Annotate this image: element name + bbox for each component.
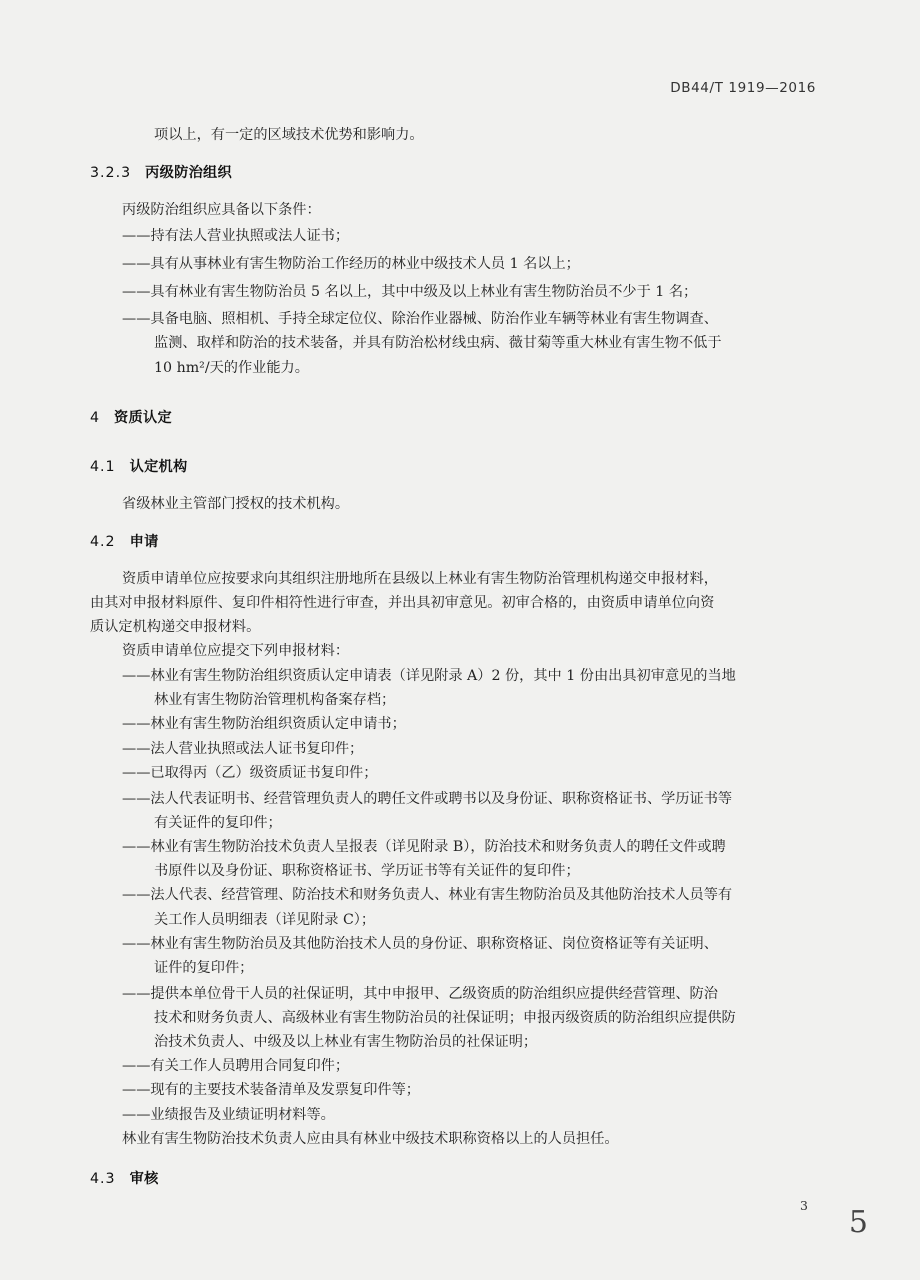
list-item-continued: 林业有害生物防治管理机构备案存档； (154, 692, 396, 708)
section-heading-4-2 (90, 533, 159, 551)
list-item-continued: 证件的复印件； (154, 960, 254, 976)
paragraph-line: 省级林业主管部门授权的技术机构。 (122, 496, 350, 512)
list-item: ——法人代表、经营管理、防治技术和财务负责人、林业有害生物防治员及其他防治技术人员等有 (122, 887, 733, 903)
section-number: 3.2.3 (90, 165, 132, 181)
list-item: ——持有法人营业执照或法人证书； (122, 228, 350, 244)
section-number: 4 (90, 410, 101, 426)
list-item: ——具有林业有害生物防治员 5 名以上，其中中级及以上林业有害生物防治员不少于 1 名； (122, 284, 698, 300)
list-item: ——提供本单位骨干人员的社保证明，其中申报甲、乙级资质的防治组织应提供经营管理、防治 (122, 986, 718, 1002)
paragraph-line: 林业有害生物防治技术负责人应由具有林业中级技术职称资格以上的人员担任。 (122, 1131, 619, 1147)
list-item: ——业绩报告及业绩证明材料等。 (122, 1107, 335, 1123)
list-item: ——法人代表证明书、经营管理负责人的聘任文件或聘书以及身份证、职称资格证书、学历证书等 (122, 791, 733, 807)
list-item: ——现有的主要技术装备清单及发票复印件等； (122, 1082, 420, 1098)
section-heading-4 (90, 409, 172, 427)
list-item: ——已取得丙（乙）级资质证书复印件； (122, 765, 378, 781)
list-item: ——林业有害生物防治员及其他防治技术人员的身份证、职称资格证、岗位资格证等有关证明、 (122, 936, 718, 952)
list-item: ——具备电脑、照相机、手持全球定位仪、除治作业器械、防治作业车辆等林业有害生物调查、 (122, 311, 718, 327)
list-item-continued: 关工作人员明细表（详见附录 C）； (154, 912, 376, 928)
list-item: ——有关工作人员聘用合同复印件； (122, 1058, 350, 1074)
list-item: ——具有从事林业有害生物防治工作经历的林业中级技术人员 1 名以上； (122, 256, 580, 272)
list-item: ——法人营业执照或法人证书复印件； (122, 741, 364, 757)
list-item: ——林业有害生物防治组织资质认定申请表（详见附录 A）2 份，其中 1 份由出具初审意见的当地 (122, 668, 736, 684)
list-item: ——林业有害生物防治组织资质认定申请书； (122, 716, 406, 732)
section-number: 4.1 (90, 459, 116, 475)
section-title: 丙级防治组织 (145, 165, 233, 181)
list-item-continued: 10 hm²/天的作业能力。 (154, 360, 309, 376)
section-title: 认定机构 (129, 459, 188, 475)
section-title: 审核 (129, 1171, 159, 1187)
paragraph-line: 项以上，有一定的区域技术优势和影响力。 (154, 127, 424, 143)
list-item-continued: 技术和财务负责人、高级林业有害生物防治员的社保证明；申报丙级资质的防治组织应提供防 (154, 1010, 736, 1026)
standard-code: DB44/T 1919—2016 (670, 80, 816, 96)
list-item: ——林业有害生物防治技术负责人呈报表（详见附录 B），防治技术和财务负责人的聘任文件或聘 (122, 839, 726, 855)
section-number: 4.2 (90, 534, 116, 550)
section-number: 4.3 (90, 1171, 116, 1187)
list-item-continued: 有关证件的复印件； (154, 815, 282, 831)
list-item-continued: 书原件以及身份证、职称资格证书、学历证书等有关证件的复印件； (154, 863, 580, 879)
paragraph-line: 由其对申报材料原件、复印件相符性进行审查，并出具初审意见。初审合格的，由资质申请单位向资 (90, 595, 715, 611)
paragraph-line: 资质申请单位应按要求向其组织注册地所在县级以上林业有害生物防治管理机构递交申报材料， (122, 571, 718, 587)
paragraph-line: 质认定机构递交申报材料。 (90, 619, 261, 635)
section-heading-3-2-3 (90, 164, 232, 182)
section-heading-4-1 (90, 458, 188, 476)
list-item-continued: 监测、取样和防治的技术装备，并具有防治松材线虫病、薇甘菊等重大林业有害生物不低于 (154, 335, 722, 351)
list-item-continued: 治技术负责人、中级及以上林业有害生物防治员的社保证明； (154, 1034, 538, 1050)
section-heading-4-3 (90, 1170, 159, 1188)
page-number: 3 (800, 1198, 808, 1213)
section-title: 申请 (129, 534, 159, 550)
corner-page-mark: 5 (848, 1205, 868, 1240)
section-title: 资质认定 (114, 410, 172, 426)
paragraph-line: 丙级防治组织应具备以下条件： (122, 202, 321, 218)
paragraph-line: 资质申请单位应提交下列申报材料： (122, 643, 350, 659)
